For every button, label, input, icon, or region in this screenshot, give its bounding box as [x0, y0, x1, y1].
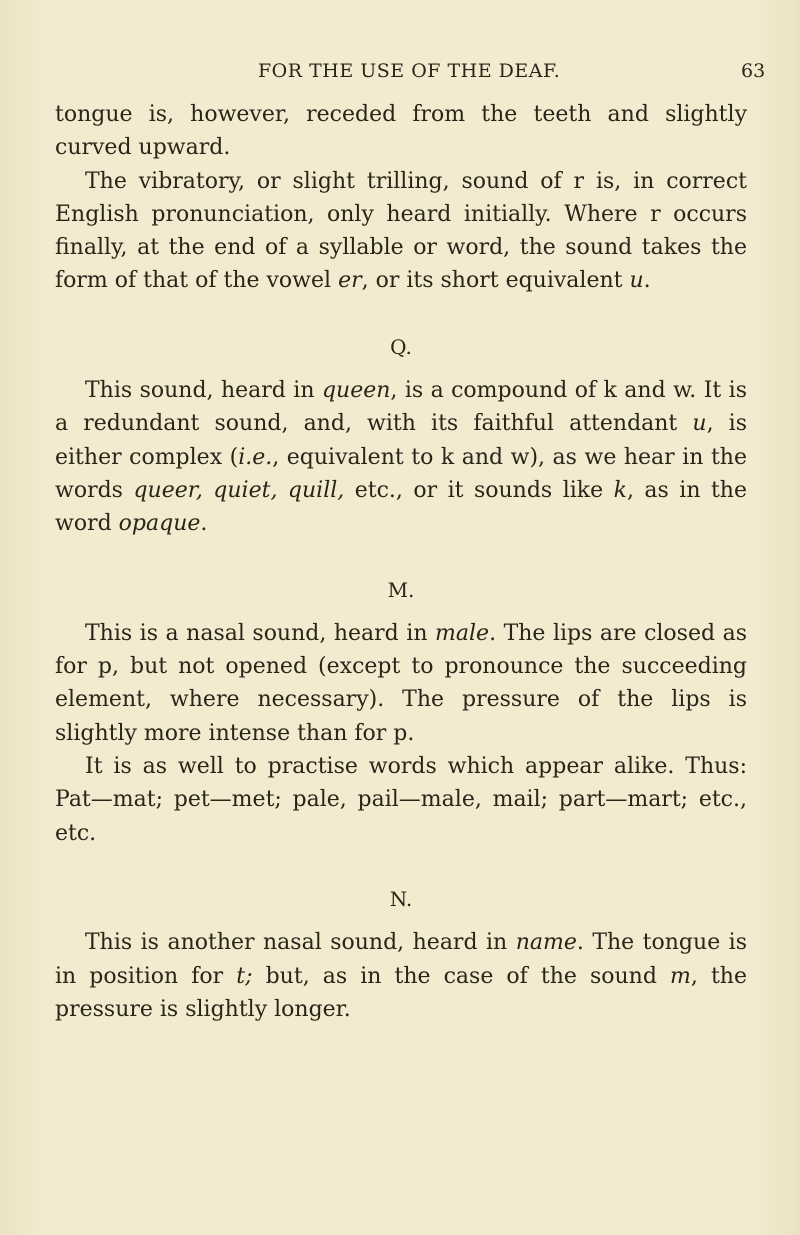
italic-term: male — [435, 620, 490, 646]
italic-term: i.e. — [238, 444, 273, 470]
text-span: . The lips are closed as for p, but not opened (except to pronounce the succeeding element, where necessary). The pressure of the lips is slightly more intense than for p. — [55, 620, 747, 746]
running-title: FOR THE USE OF THE DEAF. — [258, 60, 561, 82]
paragraph-m-sound — [55, 617, 747, 750]
body-text — [55, 98, 747, 1026]
italic-term: name — [515, 930, 577, 956]
paragraph-q-sound — [55, 374, 747, 540]
text-span: . The tongue is in position for — [55, 930, 748, 989]
text-span: This is another nasal sound, heard in — [85, 930, 516, 956]
italic-term: opaque — [118, 511, 201, 537]
paragraph-m-practice: It is as well to practise words which appear alike. Thus: Pat—mat; pet—met; pale, pail—male, mail; part—mart; etc., etc. — [55, 754, 747, 846]
italic-term: u — [692, 411, 707, 437]
italic-term: m — [670, 963, 691, 989]
text-span: , is a compound of k and w. It is a redundant sound, and, with its faithful attendant — [55, 378, 747, 437]
paragraph-n-sound — [55, 926, 747, 1026]
italic-term: t; — [236, 963, 253, 989]
text-span: This sound, heard in — [85, 378, 322, 404]
page-number: 63 — [741, 60, 766, 82]
text-span: , as in the word — [55, 477, 747, 537]
text-span: . — [643, 268, 651, 294]
italic-term: u — [629, 268, 644, 294]
text-span: etc., or it sounds like — [344, 477, 614, 503]
text-span: This is a nasal sound, heard in — [85, 620, 436, 646]
section-heading-q: Q. — [390, 334, 412, 359]
section-heading-n: N. — [389, 886, 413, 911]
italic-term: queer, quiet, quill, — [133, 477, 345, 503]
paragraph-r-sound — [55, 165, 747, 298]
section-heading-m: M. — [387, 577, 415, 602]
text-span: , the pressure is slightly longer. — [55, 963, 747, 1022]
text-span: , equivalent to k and w), as we hear in the words — [55, 444, 747, 503]
italic-term: k — [613, 477, 627, 503]
italic-term: queen — [321, 378, 391, 404]
running-header — [0, 60, 800, 90]
text-span: , is either complex ( — [55, 411, 747, 470]
text-span: , or its short equivalent — [361, 268, 630, 294]
text-span: The vibratory, or slight trilling, sound of r is, in correct English pronunciation, only heard initially. Where r occurs finally, at the end of a syllable or word, the sound takes the form of that of the vowel — [55, 168, 747, 294]
text-span: but, as in the case of the sound — [252, 963, 671, 989]
paragraph-continuation: tongue is, however, receded from the teeth and slightly curved upward. — [55, 102, 747, 161]
italic-term: er — [338, 268, 362, 294]
text-span: . — [200, 511, 208, 537]
